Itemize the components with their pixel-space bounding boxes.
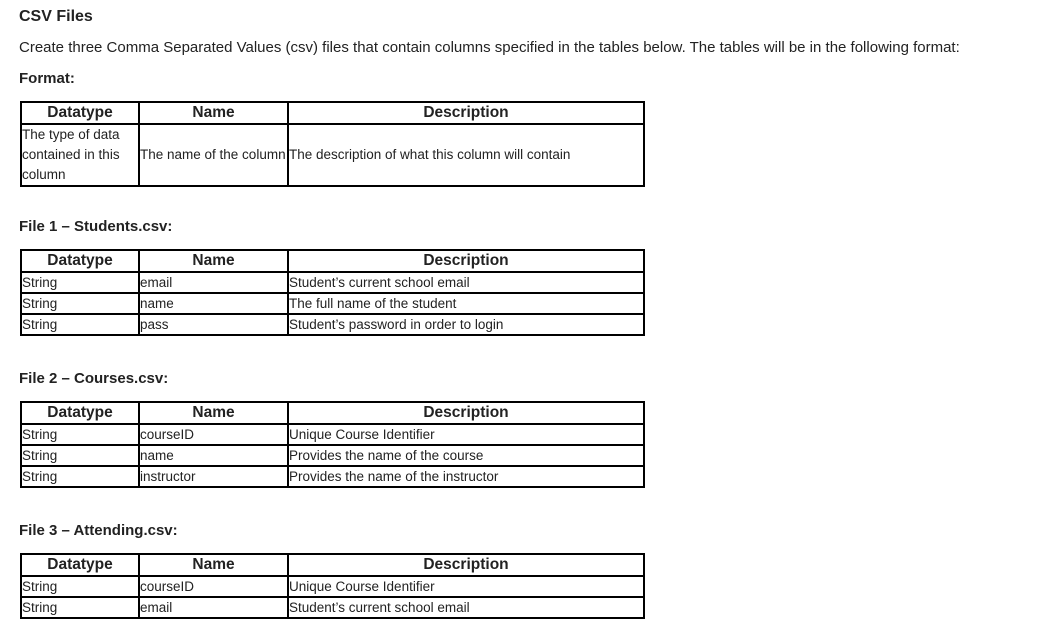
cell-datatype: String: [21, 424, 139, 445]
format-heading: Format:: [19, 70, 75, 87]
column-header-name: Name: [139, 554, 288, 576]
cell-description: Unique Course Identifier: [288, 576, 644, 597]
cell-name: name: [139, 445, 288, 466]
cell-description: Provides the name of the instructor: [288, 466, 644, 487]
table-header-row: [21, 402, 644, 424]
page-title: CSV Files: [19, 8, 93, 25]
column-header-datatype: Datatype: [21, 554, 139, 576]
column-header-datatype: Datatype: [21, 250, 139, 272]
column-header-name: Name: [139, 250, 288, 272]
cell-datatype: String: [21, 576, 139, 597]
document-page: [19, 0, 1039, 615]
column-header-name: Name: [139, 102, 288, 124]
intro-text: Create three Comma Separated Values (csv) files that contain columns specified in the tables below. The tables will be in the following format:: [19, 39, 960, 56]
students-table: [20, 249, 645, 336]
cell-datatype: The type of data contained in this column: [21, 124, 139, 186]
table-row: [21, 124, 644, 186]
cell-name: courseID: [139, 424, 288, 445]
cell-name: The name of the column: [139, 124, 288, 186]
cell-name: email: [139, 597, 288, 618]
table-row: [21, 314, 644, 335]
cell-datatype: String: [21, 466, 139, 487]
cell-name: pass: [139, 314, 288, 335]
cell-description: Provides the name of the course: [288, 445, 644, 466]
column-header-description: Description: [288, 402, 644, 424]
cell-name: courseID: [139, 576, 288, 597]
table-row: [21, 576, 644, 597]
cell-name: instructor: [139, 466, 288, 487]
cell-description: Unique Course Identifier: [288, 424, 644, 445]
cell-description: The full name of the student: [288, 293, 644, 314]
cell-description: Student’s current school email: [288, 597, 644, 618]
attending-table: [20, 553, 645, 619]
courses-table: [20, 401, 645, 488]
column-header-datatype: Datatype: [21, 102, 139, 124]
column-header-name: Name: [139, 402, 288, 424]
column-header-datatype: Datatype: [21, 402, 139, 424]
column-header-description: Description: [288, 102, 644, 124]
table-header-row: [21, 554, 644, 576]
file1-heading: File 1 – Students.csv:: [19, 218, 173, 235]
cell-datatype: String: [21, 314, 139, 335]
cell-datatype: String: [21, 272, 139, 293]
table-header-row: [21, 250, 644, 272]
cell-datatype: String: [21, 445, 139, 466]
column-header-description: Description: [288, 554, 644, 576]
file2-heading: File 2 – Courses.csv:: [19, 370, 169, 387]
cell-name: email: [139, 272, 288, 293]
column-header-description: Description: [288, 250, 644, 272]
table-row: [21, 293, 644, 314]
cell-name: name: [139, 293, 288, 314]
table-row: [21, 272, 644, 293]
table-row: [21, 445, 644, 466]
table-row: [21, 597, 644, 618]
table-row: [21, 424, 644, 445]
cell-description: The description of what this column will contain: [288, 124, 644, 186]
format-table: [20, 101, 645, 187]
cell-datatype: String: [21, 597, 139, 618]
table-row: [21, 466, 644, 487]
cell-description: Student’s current school email: [288, 272, 644, 293]
cell-description: Student’s password in order to login: [288, 314, 644, 335]
table-header-row: [21, 102, 644, 124]
file3-heading: File 3 – Attending.csv:: [19, 522, 178, 539]
cell-datatype: String: [21, 293, 139, 314]
